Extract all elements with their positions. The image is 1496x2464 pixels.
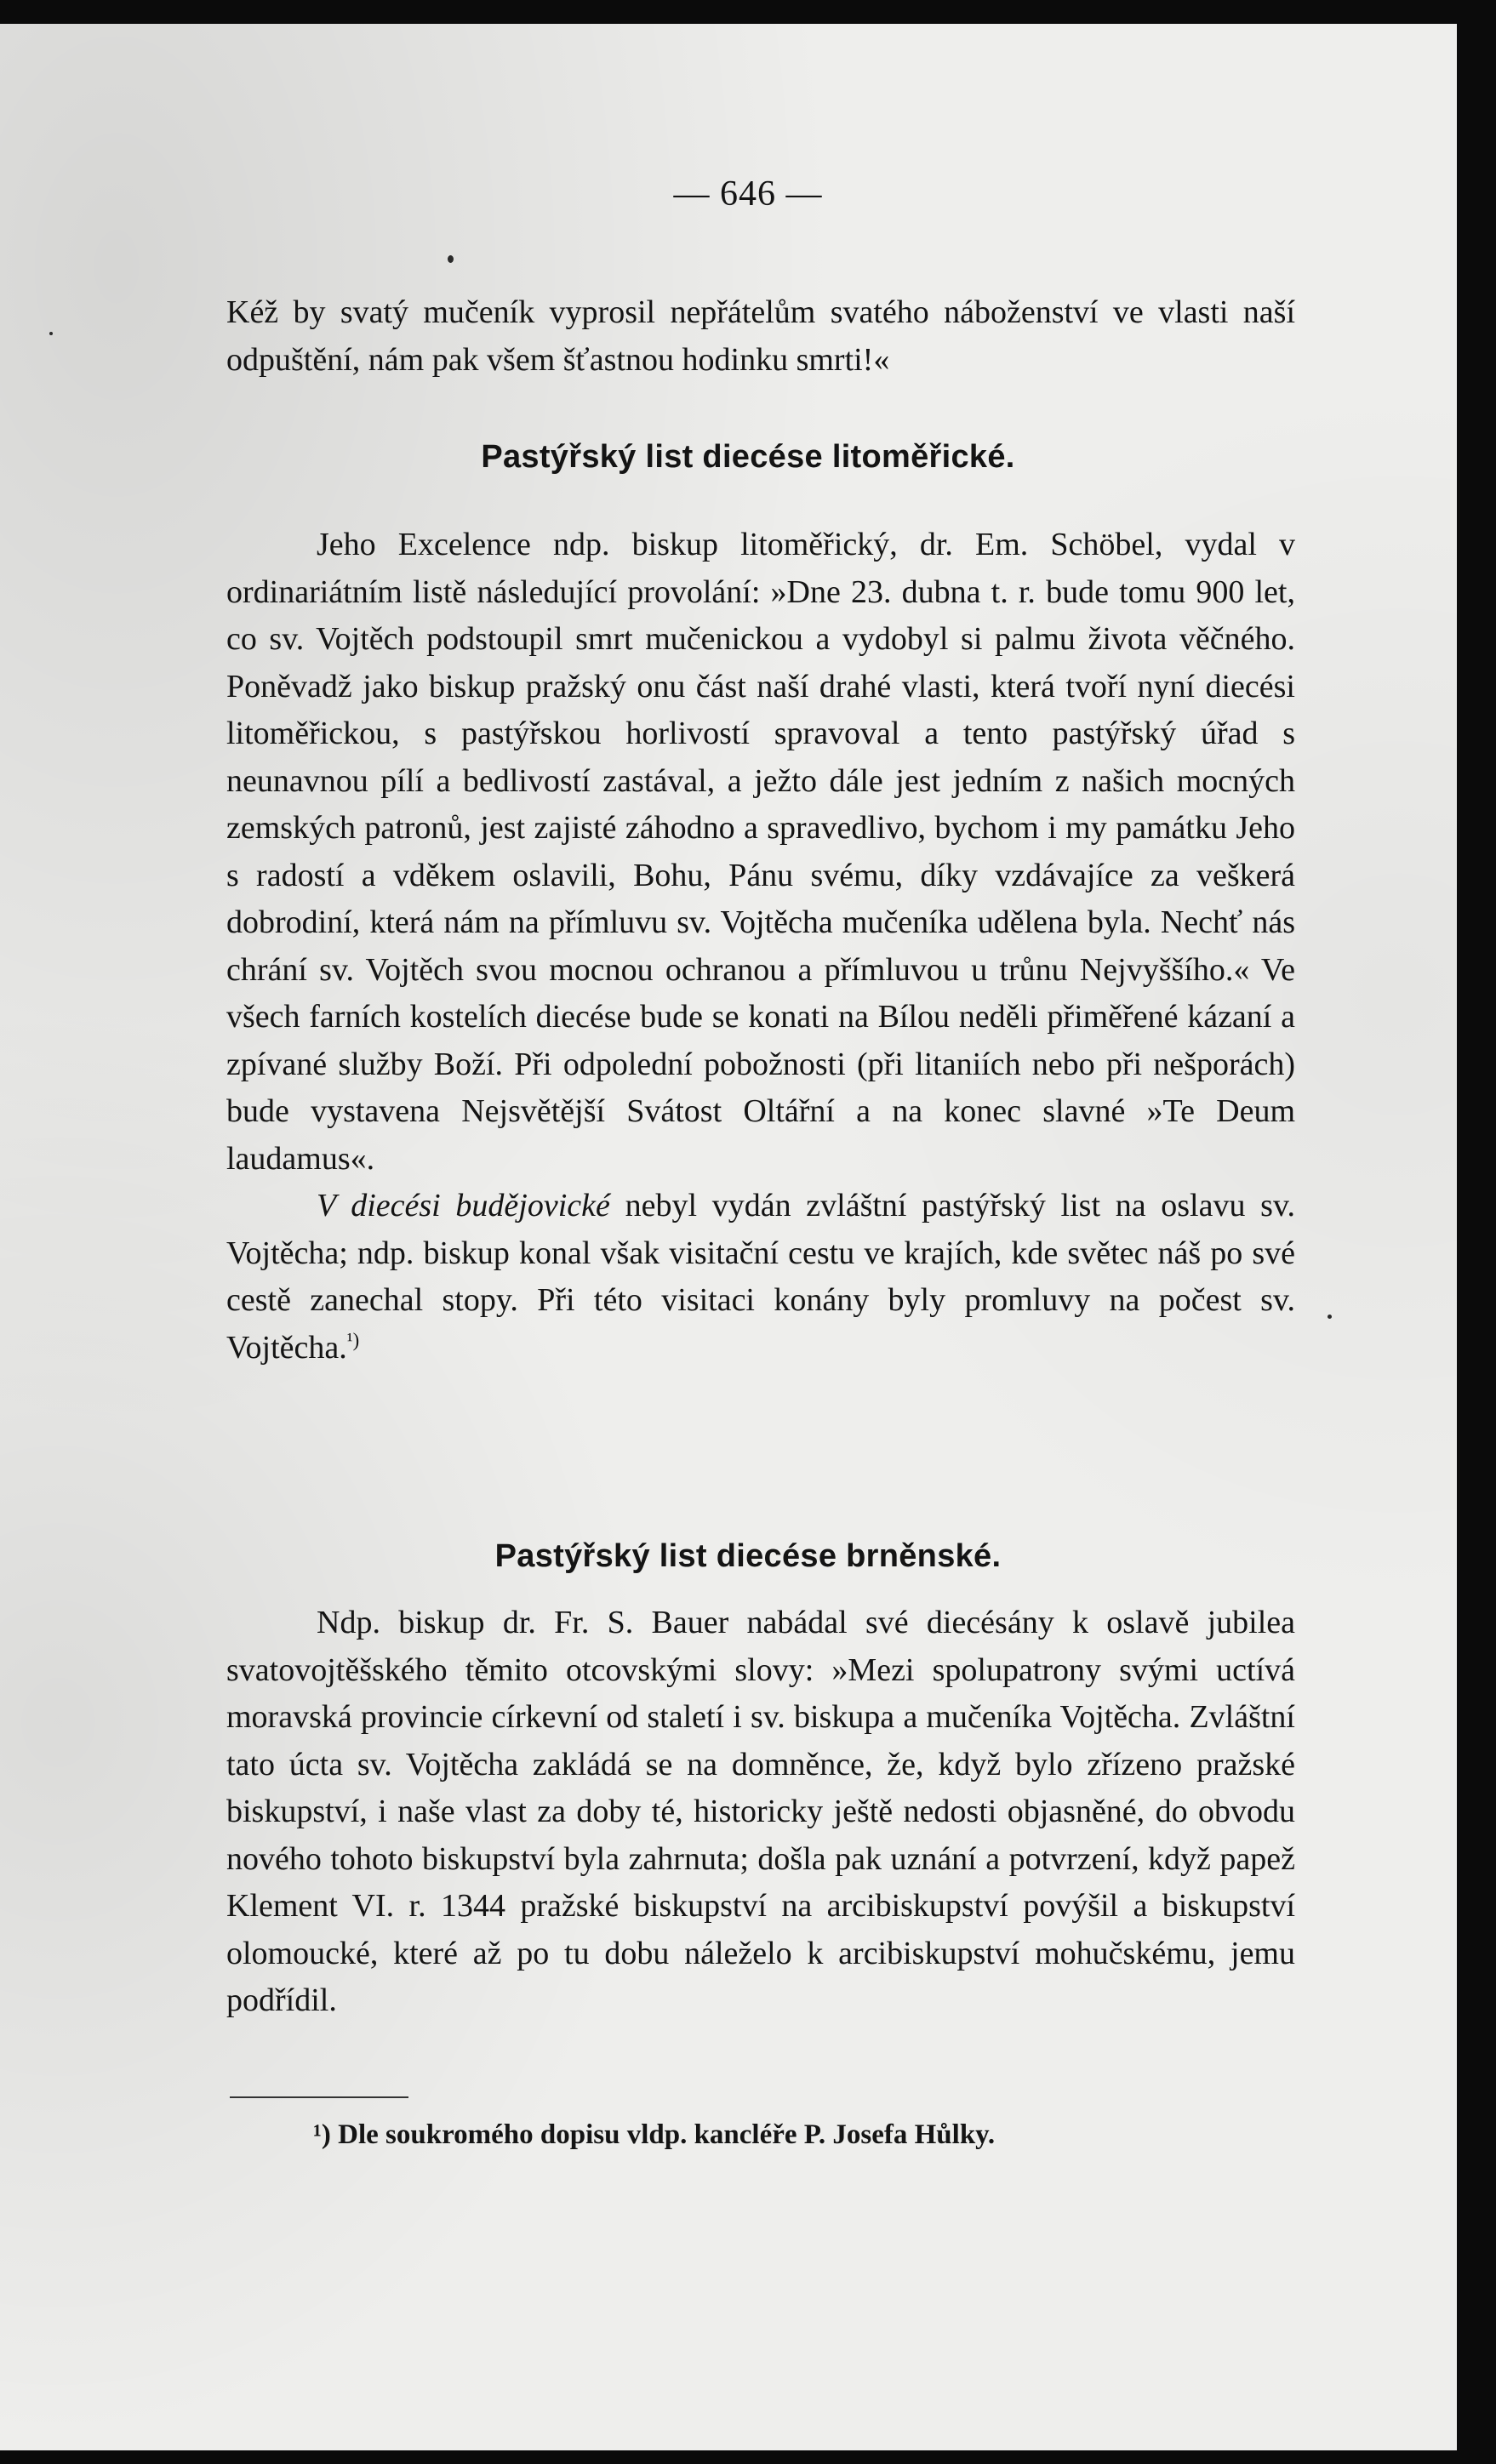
section-heading-litomerice: Pastýřský list diecése litoměřické. <box>481 439 1015 475</box>
print-speck <box>448 255 454 263</box>
intro-paragraph <box>226 289 1295 384</box>
section-litomerice-body <box>226 522 1295 1372</box>
section-brno-body <box>226 1600 1295 2025</box>
brno-paragraph: Ndp. biskup dr. Fr. S. Bauer nabádal své diecésány k oslavě jubilea svatovojtěšského těmito otcovskými slovy: »Mezi spolupatrony svými uctívá moravská provincie církevní od staletí i sv. biskupa a mučeníka Vojtěcha. Zvláštní tato úcta sv. Vojtěcha zakládá se na domněnce, že, když bylo zřízeno pražské biskupství, i naše vlast za doby té, historicky ještě nedosti objasněné, do obvodu nového tohoto biskupství byla zahrnuta; došla pak uznání a potvrzení, když papež Klement VI. r. 1344 pražské biskupství na arcibiskupství povýšil a biskupství olomoucké, které až po tu dobu náleželo k arcibiskupství mohučskému, jemu podřídil. <box>226 1605 1295 2018</box>
litomerice-paragraph: Jeho Excelence ndp. biskup litoměřický, dr. Em. Schöbel, vydal v ordinariátním listě následující provolání: »Dne 23. dubna t. r. bude tomu 900 let, co sv. Vojtěch podstoupil smrt mučenickou a vydobyl si palmu života věčného. Poněvadž jako biskup pražský onu část naší drahé vlasti, která tvoří nyní diecési litoměřickou, s pastýřskou horlivostí spravoval a tento pastýřský úřad s neunavnou pílí a bedlivostí zastával, a ježto dále jest jedním z našich mocných zemských patronů, jest zajisté záhodno a spravedlivo, bychom i my památku Jeho s radostí a vděkem oslavili, Bohu, Pánu svému, díky vzdávajíce za veškerá dobrodiní, která nám na přímluvu sv. Vojtěcha mučeníka udělena byla. Nechť nás chrání sv. Vojtěch svou mocnou ochranou a přímluvou u trůnu Nejvyššího.« Ve všech farních kostelích diecése bude se konati na Bílou neděli přiměřené kázaní a zpívané služby Boží. Při odpolední pobožnosti (při litaniích nebo při nešporách) bude vystavena Nejsvětější Svátost Oltářní a na konec slavné »Te Deum laudamus«. <box>226 527 1295 1177</box>
footnote-mark: ¹) <box>313 2119 331 2150</box>
budejovice-paragraph <box>226 1183 1295 1372</box>
budejovice-paragraph-text: nebyl vydán zvláštní pastýřský list na oslavu sv. Vojtěcha; ndp. biskup konal však visitační cestu ve krajích, kde světec náš po své cestě zanechal stopy. Při této visitaci konány byly promluvy na počest sv. Vojtěcha. <box>226 1188 1296 1366</box>
budejovice-diocese-label: V diecési budějovické <box>317 1188 610 1223</box>
footnote-divider <box>230 2096 408 2098</box>
section-heading-brno: Pastýřský list diecése brněnské. <box>494 1538 1002 1574</box>
page-number: — 646 — <box>673 174 823 214</box>
footnote <box>313 2114 995 2155</box>
footnote-reference[interactable]: ¹) <box>346 1328 360 1350</box>
intro-text: Kéž by svatý mučeník vyprosil nepřátelům svatého náboženství ve vlasti naší odpuštění, nám pak všem šťastnou hodinku smrti!« <box>226 294 1295 378</box>
print-speck <box>1328 1315 1332 1319</box>
print-speck <box>49 332 53 335</box>
footnote-text: Dle soukromého dopisu vldp. kancléře P. Josefa Hůlky. <box>330 2119 996 2150</box>
